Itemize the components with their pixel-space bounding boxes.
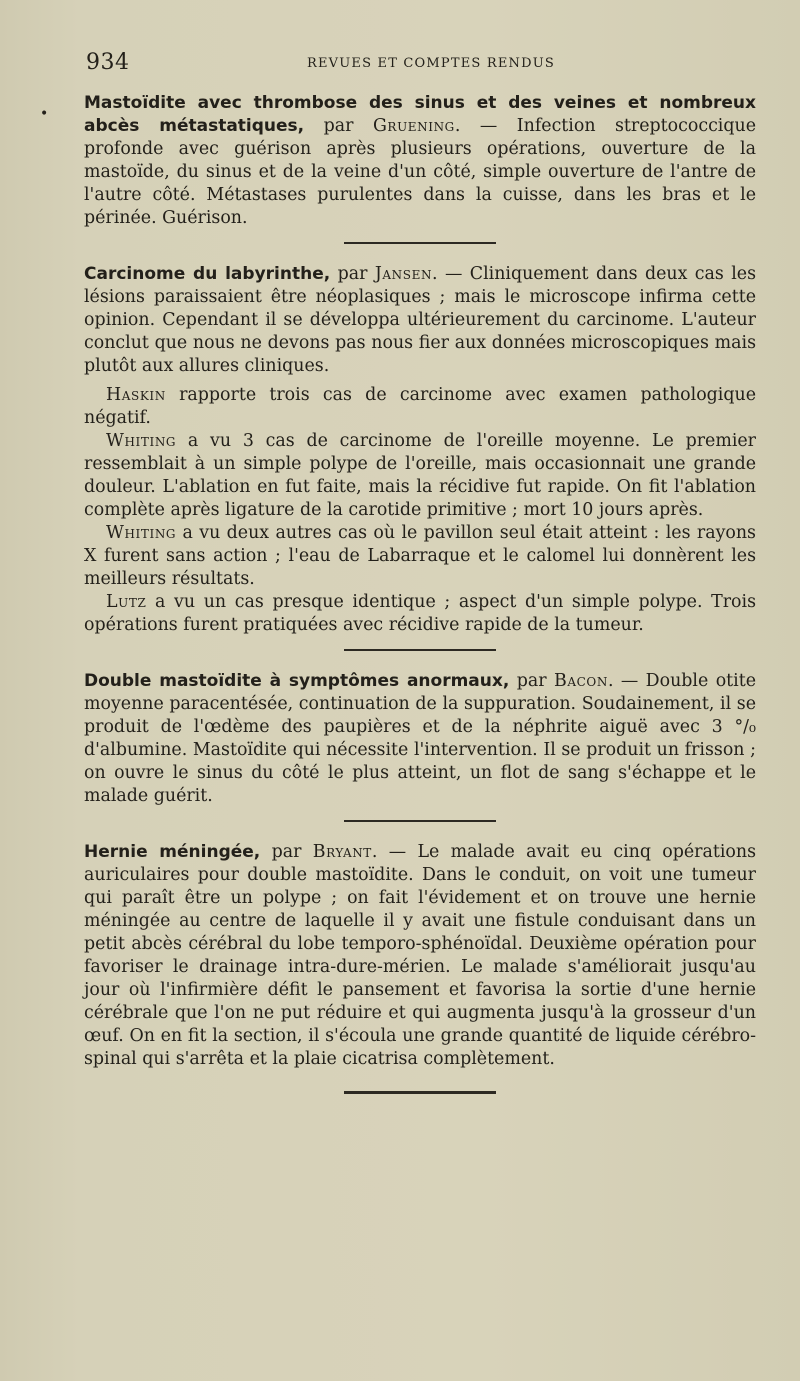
section-divider bbox=[344, 649, 496, 651]
article-meningeal-hernia bbox=[84, 841, 756, 1071]
by-word: par bbox=[260, 842, 313, 862]
paragraph-text: rapporte trois cas de carcinome avec examen pathologique négatif. bbox=[84, 385, 756, 428]
running-header bbox=[86, 48, 776, 78]
paragraph-text: a vu 3 cas de carcinome de l'oreille moyenne. Le premier ressemblait à un simple polype de l'oreille, mais occasionnait une grande douleur. L'ablation en fut faite, mais la récidive fut rapide. On fit l'ablation complète après ligature de la carotide primitive ; mort 10 jours après. bbox=[84, 431, 756, 520]
running-title: REVUES ET COMPTES RENDUS bbox=[306, 56, 556, 71]
article-body: . — Cliniquement dans deux cas les lésions paraissaient être néoplasiques ; mais le microscope infirma cette opinion. Cependant il se développa ultérieurement du carcinome. L'auteur conclut que nous ne devons pas nous fier aux données microscopiques mais plutôt aux allures cliniques. bbox=[84, 264, 757, 376]
article-mastoiditis-thrombosis bbox=[84, 92, 756, 230]
author-name: Gruening bbox=[372, 116, 455, 136]
article-title: Hernie méningée, bbox=[84, 842, 261, 862]
paragraph-whiting-1 bbox=[84, 430, 756, 522]
margin-bullet: • bbox=[40, 106, 49, 122]
article-title: Double mastoïdite à symptômes anormaux, bbox=[84, 671, 510, 691]
article-double-mastoiditis bbox=[84, 670, 756, 808]
paragraph-lutz bbox=[84, 591, 756, 637]
closing-divider bbox=[344, 1091, 496, 1094]
paragraph-text: a vu deux autres cas où le pavillon seul était atteint : les rayons X furent sans action ; l'eau de Labarraque et le calomel lui donnèrent les meilleurs résultats. bbox=[84, 523, 756, 589]
section-divider bbox=[344, 242, 496, 244]
by-word: par bbox=[304, 116, 373, 136]
article-body: . — Double otite moyenne paracentésée, continuation de la suppuration. Soudainement, il se produit de l'œdème des paupières et de la néphrite aiguë avec 3 °/₀ d'albumine. Mastoïdite qui nécessite l'intervention. Il se produit un frisson ; on ouvre le sinus du côté le plus atteint, un flot de sang s'échappe et le malade guérit. bbox=[84, 671, 757, 806]
by-word: par bbox=[509, 671, 554, 691]
paragraph-text: a vu un cas presque identique ; aspect d'un simple polype. Trois opérations furent pratiquées avec récidive rapide de la tumeur. bbox=[84, 592, 756, 635]
author-name: Lutz bbox=[106, 592, 147, 612]
paragraph-whiting-2 bbox=[84, 522, 756, 591]
author-name: Jansen bbox=[374, 264, 433, 284]
article-body: . — Le malade avait eu cinq opérations auriculaires pour double mastoïdite. Dans le conduit, on voit une tumeur qui paraît être un polype ; on fait l'évidement et on trouve une hernie méningée au centre de laquelle il y avait une fistule conduisant dans un petit abcès cérébral du lobe temporo-sphénoïdal. Deuxième opération pour favoriser le drainage intra-dure-mérien. Le malade s'améliorait jusqu'au jour où l'infirmière défit le pansement et favorisa la sortie d'une hernie cérébrale que l'on ne put réduire et qui augmenta jusqu'à la grosseur d'un œuf. On en fit la section, il s'écoula une grande quantité de liquide cérébro-spinal qui s'arrêta et la plaie cicatrisa complètement. bbox=[84, 842, 756, 1069]
article-title: Mastoïdite avec thrombose des sinus et des veines et nombreux abcès métastatiques, bbox=[84, 93, 756, 136]
article-title: Carcinome du labyrinthe, bbox=[84, 264, 331, 284]
section-divider bbox=[344, 820, 496, 822]
author-name: Bacon bbox=[553, 671, 608, 691]
author-name: Whiting bbox=[106, 431, 177, 451]
text-column bbox=[84, 92, 756, 1113]
page-number: 934 bbox=[86, 50, 130, 75]
author-name: Whiting bbox=[106, 523, 177, 543]
author-name: Bryant bbox=[312, 842, 372, 862]
article-body: . — Infection streptococcique profonde avec guérison après plusieurs opérations, ouverture de la mastoïde, du sinus et de la veine d'un côté, simple ouverture de l'antre de l'autre côté. Métastases purulentes dans la cuisse, dans les bras et le périnée. Guérison. bbox=[84, 116, 756, 228]
author-name: Haskin bbox=[106, 385, 166, 405]
by-word: par bbox=[330, 264, 375, 284]
paragraph-haskin bbox=[84, 384, 756, 430]
article-labyrinth-carcinoma bbox=[84, 263, 756, 378]
